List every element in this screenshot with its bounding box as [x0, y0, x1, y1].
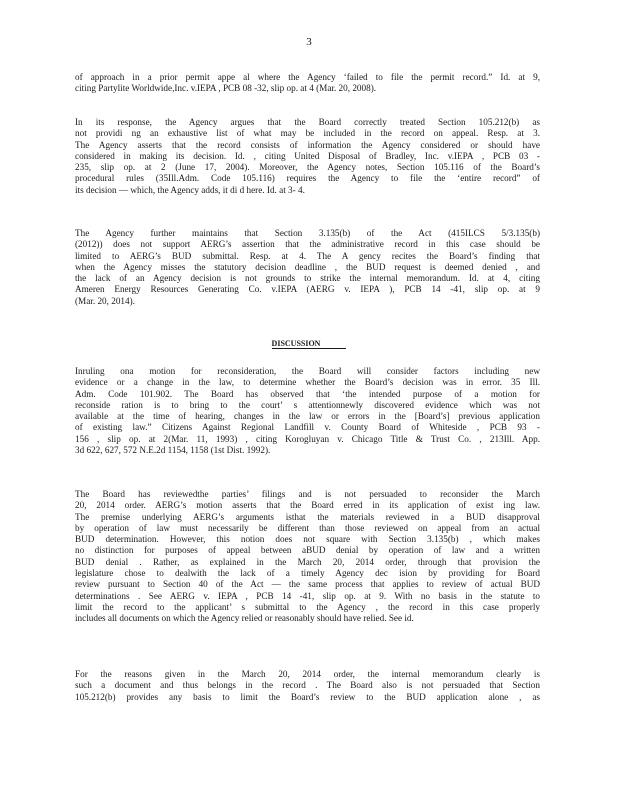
text-line: 156 , slip op. at 2(Mar. 11, 1993) , citing Korogluyan v. Chicago Title & Trust Co. , 213Ill. App.	[75, 433, 540, 444]
text-line: by operation of law must necessarily be different than those reviewed on appeal from an actual	[75, 522, 540, 533]
text-line: of approach in a prior permit appe al where the Agency ‘failed to file the permit record.” Id. at 9,	[75, 72, 540, 82]
text-line: BUD determination. However, this notion does not square with Section 3.135(b) , which makes	[75, 534, 540, 545]
text-line: procedural rules (35Ill.Adm. Code 105.116) requires the Agency to file the ‘entire record” of	[75, 173, 540, 184]
paragraph-5	[75, 489, 540, 625]
text-line: BUD denial . Rather, as explained in the March 20, 2014 order, through that provision the	[75, 556, 540, 567]
text-line: (2012)) does not support AERG’s assertion that the administrative record in this case should be	[75, 239, 540, 250]
text-line: legislature chose to dealwith the lack of a timely Agency dec ision by providing for Board	[75, 568, 540, 579]
paragraph-2	[75, 117, 540, 196]
text-line: In its response, the Agency argues that the Board correctly treated Section 105.212(b) as	[75, 117, 540, 127]
text-line: For the reasons given in the March 20, 2014 order, the internal memorandum clearly is	[75, 669, 540, 679]
text-line: 20, 2014 order. AERG’s motion asserts that the Board erred in its application of exist ing law.	[75, 500, 540, 511]
text-line: such a document and thus belongs in the record . The Board also is not persuaded that Section	[75, 680, 540, 691]
text-line: of existing law.” Citizens Against Regional Landfill v. County Board of Whiteside , PCB 93 -	[75, 422, 540, 433]
text-line: the lack of an Agency decision is not grounds to strike the internal memorandum. Id. at 4, citing	[75, 273, 540, 284]
text-line: limit the record to the applicant’ s submittal to the Agency , the record in this case properly	[75, 601, 540, 612]
text-line: The premise underlying AERG’s arguments isthat the materials reviewed in a BUD disapproval	[75, 511, 540, 522]
text-line: no distinction for purposes of appeal between aBUD denial by operation of law and a written	[75, 545, 540, 556]
text-line: The Agency further maintains that Section 3.135(b) of the Act (415ILCS 5/3.135(b)	[75, 228, 540, 238]
text-line: reconside ration is to bring to the court’ s attentionnewly discovered evidence which was not	[75, 399, 540, 410]
text-line: its decision — which, the Agency adds, it di d here. Id. at 3- 4.	[75, 184, 305, 195]
text-line: (Mar. 20, 2014).	[75, 295, 135, 306]
text-line: citing Partylite Worldwide,Inc. v.IEPA , PCB 08 -32, slip op. at 4 (Mar. 20, 2008).	[75, 83, 377, 94]
text-line: 235, slip op. at 2 (June 17, 2004). Moreover, the Agency notes, Section 105.116 of the Board’s	[75, 162, 540, 173]
text-line: when the Agency misses the statutory decision deadline , the BUD request is deemed denied , and	[75, 261, 540, 272]
paragraph-3	[75, 228, 540, 307]
text-line: limited to AERG’s BUD submittal. Resp. at 4. The A gency recites the Board’s finding that	[75, 250, 540, 261]
text-line: 105.212(b) provides any basis to limit the Board’s review to the BUD application alone , as	[75, 691, 540, 702]
text-line: The Agency asserts that the record consists of information the Agency considered or should have	[75, 139, 540, 150]
paragraph-6	[75, 669, 540, 703]
text-line: determinations . See AERG v. IEPA , PCB 14 -41, slip op. at 9. With no basis in the statute to	[75, 590, 540, 601]
text-line: review pursuant to Section 40 of the Act — the same process that applies to review of actual BUD	[75, 579, 540, 590]
text-line: Ameren Energy Resources Generating Co. v.IEPA (AERG v. IEPA ), PCB 14 -41, slip op. at 9	[75, 284, 540, 295]
text-line: considered in making its decision. Id. , citing United Disposal of Bradley, Inc. v.IEPA , PCB 03 -	[75, 150, 540, 161]
page-number: 3	[306, 36, 312, 48]
text-line: Inruling ona motion for reconsideration, the Board will consider factors including new	[75, 366, 540, 376]
paragraph-1	[75, 72, 540, 95]
text-line: available at the time of hearing, changes in the law or errors in the [Board’s] previous application	[75, 411, 540, 422]
text-line: The Board has reviewedthe parties’ filings and is not persuaded to reconsider the March	[75, 489, 540, 499]
text-line: 3d 622, 627, 572 N.E.2d 1154, 1158 (1st Dist. 1992).	[75, 445, 271, 456]
text-line: Adm. Code 101.902. The Board has observed that ‘the intended purpose of a motion for	[75, 388, 540, 399]
text-line: includes all documents on which the Agency relied or reasonably should have relied. See id.	[75, 613, 414, 624]
text-line: evidence or a change in the law, to determine whether the Board’s decision was in error. 35 Ill.	[75, 377, 540, 388]
text-line: not providi ng an exhaustive list of what may be included in the record on appeal. Resp. at 3.	[75, 128, 540, 139]
paragraph-4	[75, 366, 540, 456]
section-heading: DISCUSSION	[0, 339, 618, 348]
